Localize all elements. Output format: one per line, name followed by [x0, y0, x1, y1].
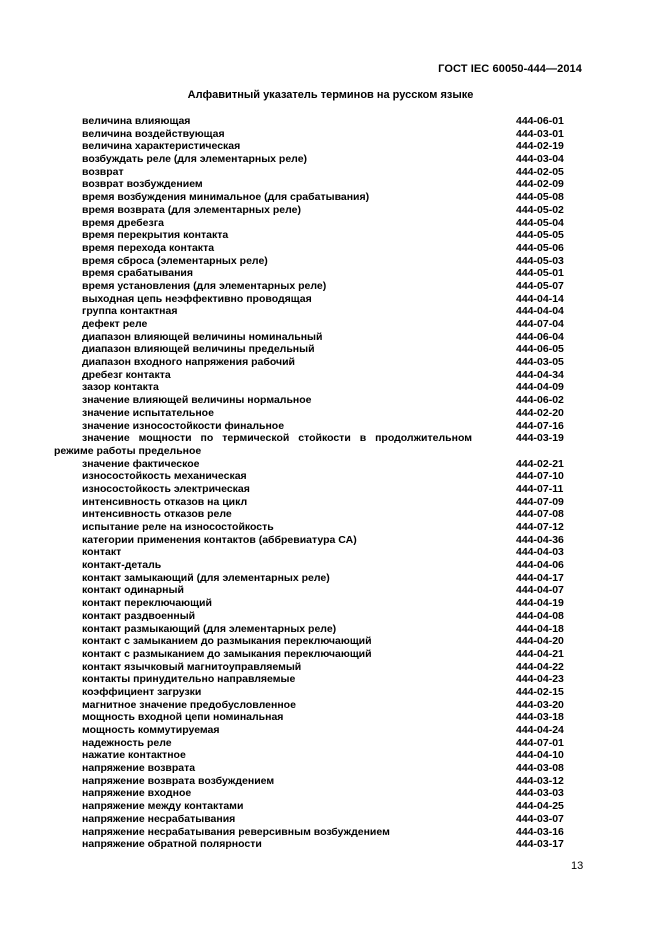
term-row	[0, 813, 661, 826]
term-code: 444-04-08	[516, 609, 564, 622]
term-row	[0, 572, 661, 585]
term-text: время дребезга	[82, 216, 164, 229]
term-row	[0, 559, 661, 572]
term-row	[0, 407, 661, 420]
term-text: диапазон влияющей величины номинальный	[82, 330, 323, 343]
term-text: напряжение обратной полярности	[82, 838, 262, 851]
term-row	[0, 648, 661, 661]
term-row	[0, 356, 661, 369]
term-row	[0, 318, 661, 331]
term-code: 444-03-04	[516, 153, 564, 166]
term-row	[0, 153, 661, 166]
page-number: 13	[571, 860, 584, 872]
term-text: время возбуждения минимальное (для срабатывания)	[82, 191, 370, 204]
term-code: 444-05-04	[516, 216, 564, 229]
term-row	[0, 496, 661, 509]
term-text: контакт с замыканием до размыкания переключающий	[82, 635, 372, 648]
term-row	[0, 381, 661, 394]
term-code: 444-07-12	[516, 521, 564, 534]
term-row	[0, 191, 661, 204]
term-row	[0, 166, 661, 179]
term-text: напряжение несрабатывания реверсивным возбуждением	[82, 825, 390, 838]
term-text: контакт переключающий	[82, 597, 212, 610]
term-code: 444-07-11	[516, 482, 564, 495]
term-code: 444-04-10	[516, 749, 564, 762]
term-row	[0, 483, 661, 496]
term-code: 444-05-02	[516, 203, 564, 216]
term-text: время сброса (элементарных реле)	[82, 254, 268, 267]
term-text: контакт-деталь	[82, 559, 162, 572]
term-row	[0, 255, 661, 268]
term-row	[0, 623, 661, 636]
term-row	[0, 420, 661, 433]
term-code: 444-04-23	[516, 673, 564, 686]
term-text: напряжение между контактами	[82, 800, 244, 813]
term-row	[0, 267, 661, 280]
term-row	[0, 229, 661, 242]
term-row	[0, 394, 661, 407]
term-text: значение фактическое	[82, 457, 200, 470]
document-code: ГОСТ IEC 60050-444—2014	[438, 63, 582, 75]
term-row	[0, 128, 661, 141]
term-row	[0, 826, 661, 839]
term-text: контакт замыкающий (для элементарных реле)	[82, 571, 330, 584]
term-code: 444-05-01	[516, 267, 564, 280]
term-code: 444-03-18	[516, 711, 564, 724]
term-code: 444-05-08	[516, 191, 564, 204]
term-row	[0, 521, 661, 534]
term-code: 444-07-10	[516, 470, 564, 483]
term-row	[0, 217, 661, 230]
term-text: возврат	[82, 165, 124, 178]
term-text: возбуждать реле (для элементарных реле)	[82, 153, 308, 166]
term-code: 444-07-08	[516, 508, 564, 521]
term-row	[0, 762, 661, 775]
term-code: 444-04-25	[516, 800, 564, 813]
term-row	[0, 775, 661, 788]
term-row	[0, 204, 661, 217]
term-text: контакт	[82, 546, 122, 559]
term-text: интенсивность отказов на цикл	[82, 495, 248, 508]
term-row	[0, 115, 661, 128]
term-row	[0, 331, 661, 344]
term-row	[0, 787, 661, 800]
term-text: значение испытательное	[82, 406, 214, 419]
term-code: 444-02-19	[516, 140, 564, 153]
term-row	[0, 661, 661, 674]
term-row	[0, 749, 661, 762]
term-row	[0, 458, 661, 471]
term-row	[0, 584, 661, 597]
term-row	[0, 597, 661, 610]
term-row	[0, 470, 661, 483]
term-text: время установления (для элементарных реле)	[82, 279, 327, 292]
term-text: напряжение входное	[82, 787, 192, 800]
term-row	[0, 699, 661, 712]
term-code: 444-03-19	[516, 432, 564, 445]
term-text: время возврата (для элементарных реле)	[82, 203, 301, 216]
term-code: 444-03-20	[516, 698, 564, 711]
term-text: мощность коммутируемая	[82, 724, 220, 737]
term-code: 444-04-18	[516, 622, 564, 635]
term-row	[0, 546, 661, 559]
term-text: напряжение несрабатывания	[82, 812, 236, 825]
term-text: нажатие контактное	[82, 749, 186, 762]
term-code: 444-04-20	[516, 635, 564, 648]
term-row	[0, 534, 661, 547]
term-text: контакт с размыканием до замыкания переключающий	[82, 647, 372, 660]
term-code: 444-05-06	[516, 241, 564, 254]
term-text: напряжение возврата возбуждением	[82, 774, 275, 787]
term-text: контакт раздвоенный	[82, 609, 196, 622]
term-text: контакт одинарный	[82, 584, 184, 597]
term-code: 444-05-03	[516, 254, 564, 267]
term-text: категории применения контактов (аббревиатура СА)	[82, 533, 357, 546]
term-row	[0, 673, 661, 686]
term-code: 444-03-01	[516, 127, 564, 140]
term-code: 444-07-09	[516, 495, 564, 508]
term-row	[0, 432, 661, 457]
term-code: 444-04-09	[516, 381, 564, 394]
term-code: 444-02-09	[516, 178, 564, 191]
term-text: коэффициент загрузки	[82, 685, 202, 698]
term-code: 444-02-05	[516, 165, 564, 178]
term-text: зазор контакта	[82, 381, 159, 394]
term-text: износостойкость электрическая	[82, 482, 250, 495]
term-text: контакт размыкающий (для элементарных реле)	[82, 622, 337, 635]
term-text: время перехода контакта	[82, 241, 215, 254]
term-code: 444-04-19	[516, 597, 564, 610]
term-code: 444-04-21	[516, 647, 564, 660]
term-row	[0, 838, 661, 851]
term-text: диапазон влияющей величины предельный	[82, 343, 315, 356]
term-row	[0, 508, 661, 521]
term-text: значение мощности по термической стойкости в продолжительном режиме работы предельное	[54, 432, 472, 457]
term-text: величина характеристическая	[82, 140, 241, 153]
term-code: 444-02-15	[516, 685, 564, 698]
term-code: 444-06-05	[516, 343, 564, 356]
term-text: надежность реле	[82, 736, 172, 749]
term-text: величина влияющая	[82, 115, 191, 127]
term-code: 444-03-03	[516, 787, 564, 800]
term-code: 444-05-05	[516, 229, 564, 242]
term-code: 444-07-01	[516, 736, 564, 749]
term-code: 444-04-07	[516, 584, 564, 597]
term-row	[0, 369, 661, 382]
term-code: 444-03-17	[516, 838, 564, 851]
term-text: испытание реле на износостойкость	[82, 521, 274, 534]
term-code: 444-03-16	[516, 825, 564, 838]
term-row	[0, 178, 661, 191]
term-code: 444-03-05	[516, 356, 564, 369]
term-code: 444-04-22	[516, 660, 564, 673]
term-code: 444-05-07	[516, 279, 564, 292]
index-title: Алфавитный указатель терминов на русском языке	[187, 89, 474, 101]
term-row	[0, 242, 661, 255]
term-code: 444-04-06	[516, 559, 564, 572]
term-row	[0, 800, 661, 813]
term-row	[0, 140, 661, 153]
term-text: время перекрытия контакта	[82, 229, 229, 242]
term-code: 444-04-14	[516, 292, 564, 305]
term-code: 444-04-24	[516, 724, 564, 737]
term-text: интенсивность отказов реле	[82, 508, 232, 521]
term-text: магнитное значение предобусловленное	[82, 698, 296, 711]
term-index-list	[0, 115, 661, 851]
term-code: 444-06-04	[516, 330, 564, 343]
term-text: контакт язычковый магнитоуправляемый	[82, 660, 302, 673]
term-row	[0, 610, 661, 623]
term-text: износостойкость механическая	[82, 470, 247, 483]
term-code: 444-07-16	[516, 419, 564, 432]
term-text: диапазон входного напряжения рабочий	[82, 356, 296, 369]
term-code: 444-02-20	[516, 406, 564, 419]
term-text: величина воздействующая	[82, 127, 225, 140]
term-text: возврат возбуждением	[82, 178, 203, 191]
term-code: 444-04-03	[516, 546, 564, 559]
term-code: 444-04-17	[516, 571, 564, 584]
term-row	[0, 724, 661, 737]
term-row	[0, 305, 661, 318]
term-code: 444-02-21	[516, 457, 564, 470]
term-code: 444-03-08	[516, 762, 564, 775]
term-code: 444-06-01	[516, 115, 564, 127]
term-text: время срабатывания	[82, 267, 193, 280]
term-code: 444-07-04	[516, 318, 564, 330]
term-text: значение износостойкости финальное	[82, 419, 285, 432]
term-row	[0, 343, 661, 356]
term-code: 444-04-34	[516, 368, 564, 381]
term-row	[0, 293, 661, 306]
term-row	[0, 737, 661, 750]
term-text: дребезг контакта	[82, 368, 171, 381]
term-code: 444-03-07	[516, 812, 564, 825]
term-row	[0, 635, 661, 648]
term-row	[0, 280, 661, 293]
term-text: контакты принудительно направляемые	[82, 673, 296, 686]
term-text: значение влияющей величины нормальное	[82, 394, 312, 407]
term-text: напряжение возврата	[82, 762, 196, 775]
term-text: группа контактная	[82, 305, 178, 318]
term-code: 444-04-36	[516, 533, 564, 546]
term-code: 444-03-12	[516, 774, 564, 787]
term-row	[0, 711, 661, 724]
term-text: дефект реле	[82, 318, 148, 330]
term-text: выходная цепь неэффективно проводящая	[82, 292, 312, 305]
term-code: 444-06-02	[516, 394, 564, 407]
term-text: мощность входной цепи номинальная	[82, 711, 284, 724]
term-code: 444-04-04	[516, 305, 564, 318]
term-row	[0, 686, 661, 699]
